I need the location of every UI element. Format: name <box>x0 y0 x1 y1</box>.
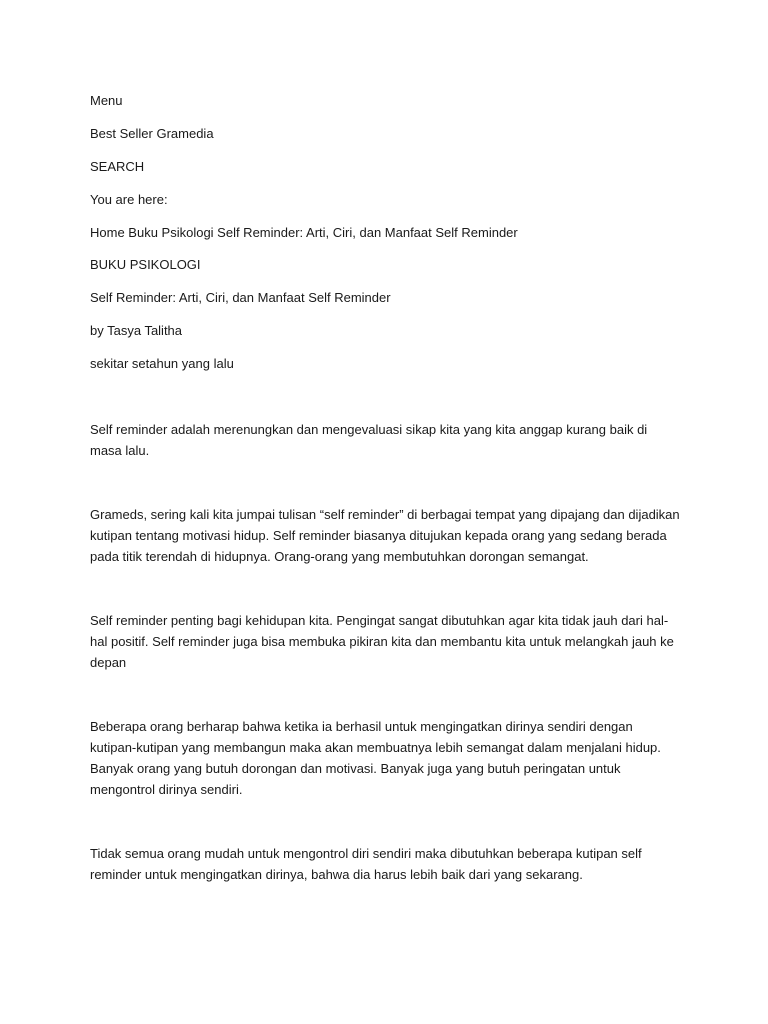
document-page <box>90 91 680 928</box>
article-paragraph-5: Tidak semua orang mudah untuk mengontrol diri sendiri maka dibutuhkan beberapa kutipan self reminder untuk mengingatkan dirinya, bahwa dia harus lebih baik dari yang sekarang. <box>90 846 642 883</box>
site-name-link[interactable]: Best Seller Gramedia <box>90 125 214 141</box>
menu-link[interactable]: Menu <box>90 93 123 108</box>
article-author[interactable]: by Tasya Talitha <box>90 323 183 339</box>
article-paragraph-4: Beberapa orang berharap bahwa ketika ia berhasil untuk mengingatkan dirinya sendiri dengan kutipan-kutipan yang membangun maka akan membuatnya lebih semangat dalam menjalani hidup. Banyak orang yang butuh dorongan dan motivasi. Banyak juga yang butuh peringatan untuk mengontrol dirinya sendiri. <box>90 719 661 798</box>
search-link[interactable]: SEARCH <box>90 158 145 174</box>
breadcrumb[interactable]: Home Buku Psikologi Self Reminder: Arti, Ciri, dan Manfaat Self Reminder <box>90 224 518 240</box>
article-paragraph-3: Self reminder penting bagi kehidupan kita. Pengingat sangat dibutuhkan agar kita tidak jauh dari hal-hal positif. Self reminder juga bisa membuka pikiran kita dan membantu kita untuk melangkah jauh ke depan <box>90 613 674 671</box>
you-are-here-label: You are here: <box>90 191 168 207</box>
article-title: Self Reminder: Arti, Ciri, dan Manfaat Self Reminder <box>90 290 391 306</box>
article-paragraph-2: Grameds, sering kali kita jumpai tulisan “self reminder” di berbagai tempat yang dipajang dan dijadikan kutipan tentang motivasi hidup. Self reminder biasanya ditujukan kepada orang yang sedang berada pada titik terendah di hidupnya. Orang-orang yang membutuhkan dorongan semangat. <box>90 507 680 565</box>
article-paragraph-1: Self reminder adalah merenungkan dan mengevaluasi sikap kita yang kita anggap kurang baik di masa lalu. <box>90 422 648 459</box>
article-date: sekitar setahun yang lalu <box>90 356 234 372</box>
article-category[interactable]: BUKU PSIKOLOGI <box>90 257 201 273</box>
